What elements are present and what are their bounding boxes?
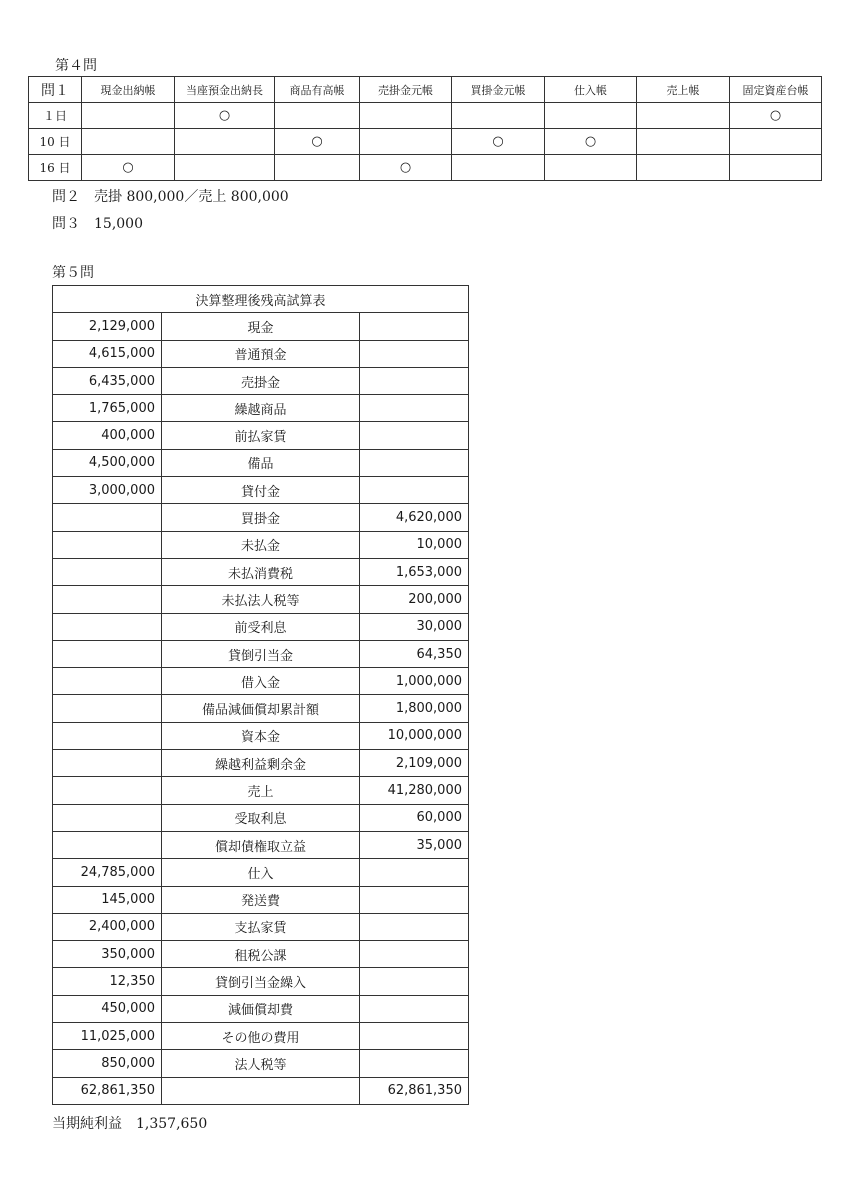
ledger-mark-cell xyxy=(82,103,175,129)
credit-amount: 30,000 xyxy=(360,613,469,640)
account-name: 繰越利益剰余金 xyxy=(162,750,360,777)
trial-balance-row xyxy=(53,831,469,858)
account-name: 資本金 xyxy=(162,722,360,749)
trial-balance-row xyxy=(53,750,469,777)
debit-amount xyxy=(53,668,162,695)
ledger-mark-cell xyxy=(82,129,175,155)
debit-amount: 3,000,000 xyxy=(53,477,162,504)
credit-amount xyxy=(360,995,469,1022)
debit-amount xyxy=(53,504,162,531)
ledger-mark-cell xyxy=(175,129,275,155)
trial-balance-row xyxy=(53,477,469,504)
trial-balance-row xyxy=(53,1050,469,1077)
credit-amount xyxy=(360,340,469,367)
account-name: 売掛金 xyxy=(162,367,360,394)
account-name: 未払法人税等 xyxy=(162,586,360,613)
trial-balance-row xyxy=(53,1077,469,1104)
credit-amount: 64,350 xyxy=(360,640,469,667)
ledger-row-date: 10 日 xyxy=(29,129,82,155)
trial-balance-row xyxy=(53,913,469,940)
ledger-row-date: 16 日 xyxy=(29,155,82,181)
credit-amount: 35,000 xyxy=(360,831,469,858)
account-name: 仕入 xyxy=(162,859,360,886)
credit-amount xyxy=(360,886,469,913)
account-name: 借入金 xyxy=(162,668,360,695)
account-name: 受取利息 xyxy=(162,804,360,831)
debit-amount: 24,785,000 xyxy=(53,859,162,886)
trial-balance-title: 決算整理後残高試算表 xyxy=(53,286,469,313)
debit-amount xyxy=(53,613,162,640)
ledger-column-header: 売掛金元帳 xyxy=(360,77,452,103)
debit-amount xyxy=(53,831,162,858)
ledger-mark-cell xyxy=(452,155,545,181)
account-name: その他の費用 xyxy=(162,1023,360,1050)
credit-amount xyxy=(360,395,469,422)
question-5-heading: 第５問 xyxy=(52,265,94,281)
ledger-mark-cell xyxy=(452,103,545,129)
debit-amount xyxy=(53,586,162,613)
ledger-mark-cell xyxy=(637,103,730,129)
ledger-column-header: 買掛金元帳 xyxy=(452,77,545,103)
account-name: 未払金 xyxy=(162,531,360,558)
trial-balance-row xyxy=(53,395,469,422)
ledger-header-row xyxy=(29,77,822,103)
account-name: 租税公課 xyxy=(162,941,360,968)
debit-amount: 62,861,350 xyxy=(53,1077,162,1104)
account-name: 貸倒引当金 xyxy=(162,640,360,667)
account-name: 貸付金 xyxy=(162,477,360,504)
account-name xyxy=(162,1077,360,1104)
debit-amount: 11,025,000 xyxy=(53,1023,162,1050)
trial-balance-row xyxy=(53,449,469,476)
net-income-value: 1,357,650 xyxy=(136,1116,208,1132)
ledger-column-header: 仕入帳 xyxy=(545,77,637,103)
trial-balance-row xyxy=(53,640,469,667)
account-name: 法人税等 xyxy=(162,1050,360,1077)
ledger-selection-table xyxy=(28,76,822,181)
account-name: 前受利息 xyxy=(162,613,360,640)
account-name: 発送費 xyxy=(162,886,360,913)
question-3-label: 問３ xyxy=(52,216,80,232)
account-name: 貸倒引当金繰入 xyxy=(162,968,360,995)
trial-balance-row xyxy=(53,968,469,995)
trial-balance-row xyxy=(53,668,469,695)
credit-amount: 200,000 xyxy=(360,586,469,613)
credit-amount xyxy=(360,1050,469,1077)
credit-amount xyxy=(360,449,469,476)
trial-balance-row xyxy=(53,367,469,394)
ledger-mark-cell xyxy=(275,155,360,181)
trial-balance-row xyxy=(53,558,469,585)
account-name: 前払家賃 xyxy=(162,422,360,449)
debit-amount xyxy=(53,695,162,722)
ledger-mark-cell xyxy=(545,155,637,181)
ledger-mark-cell xyxy=(730,155,822,181)
credit-amount xyxy=(360,422,469,449)
debit-amount xyxy=(53,804,162,831)
trial-balance-row xyxy=(53,695,469,722)
credit-amount: 60,000 xyxy=(360,804,469,831)
debit-amount: 2,129,000 xyxy=(53,313,162,340)
debit-amount xyxy=(53,722,162,749)
question-2-label: 問２ xyxy=(52,189,80,205)
credit-amount: 1,800,000 xyxy=(360,695,469,722)
credit-amount: 2,109,000 xyxy=(360,750,469,777)
credit-amount xyxy=(360,968,469,995)
ledger-mark-cell xyxy=(275,103,360,129)
credit-amount xyxy=(360,477,469,504)
ledger-mark-cell xyxy=(360,129,452,155)
debit-amount: 6,435,000 xyxy=(53,367,162,394)
trial-balance-row xyxy=(53,340,469,367)
credit-amount: 4,620,000 xyxy=(360,504,469,531)
ledger-mark-cell: ○ xyxy=(730,103,822,129)
trial-balance-row xyxy=(53,613,469,640)
question-4-heading: 第４問 xyxy=(55,58,97,74)
ledger-column-header: 売上帳 xyxy=(637,77,730,103)
trial-balance-row xyxy=(53,313,469,340)
trial-balance-row xyxy=(53,941,469,968)
ledger-row xyxy=(29,155,822,181)
ledger-column-header: 商品有高帳 xyxy=(275,77,360,103)
ledger-row-date: １日 xyxy=(29,103,82,129)
account-name: 未払消費税 xyxy=(162,558,360,585)
credit-amount xyxy=(360,367,469,394)
ledger-mark-cell xyxy=(360,103,452,129)
trial-balance-row xyxy=(53,422,469,449)
debit-amount: 350,000 xyxy=(53,941,162,968)
debit-amount xyxy=(53,777,162,804)
trial-balance-row xyxy=(53,531,469,558)
debit-amount xyxy=(53,558,162,585)
trial-balance-row xyxy=(53,586,469,613)
debit-amount: 450,000 xyxy=(53,995,162,1022)
account-name: 減価償却費 xyxy=(162,995,360,1022)
ledger-mark-cell xyxy=(637,129,730,155)
debit-amount: 400,000 xyxy=(53,422,162,449)
credit-amount: 1,653,000 xyxy=(360,558,469,585)
ledger-mark-cell xyxy=(730,129,822,155)
ledger-column-header: 固定資産台帳 xyxy=(730,77,822,103)
question-1-label: 問１ xyxy=(29,77,82,103)
credit-amount xyxy=(360,859,469,886)
trial-balance-row xyxy=(53,995,469,1022)
ledger-mark-cell: ○ xyxy=(545,129,637,155)
account-name: 普通預金 xyxy=(162,340,360,367)
debit-amount: 4,615,000 xyxy=(53,340,162,367)
debit-amount: 850,000 xyxy=(53,1050,162,1077)
credit-amount: 10,000,000 xyxy=(360,722,469,749)
credit-amount: 10,000 xyxy=(360,531,469,558)
ledger-mark-cell: ○ xyxy=(82,155,175,181)
trial-balance-row xyxy=(53,722,469,749)
ledger-mark-cell xyxy=(545,103,637,129)
trial-balance-row xyxy=(53,886,469,913)
credit-amount xyxy=(360,313,469,340)
ledger-row xyxy=(29,103,822,129)
credit-amount: 41,280,000 xyxy=(360,777,469,804)
debit-amount: 4,500,000 xyxy=(53,449,162,476)
question-2-answer xyxy=(52,186,289,206)
credit-amount: 62,861,350 xyxy=(360,1077,469,1104)
debit-amount: 2,400,000 xyxy=(53,913,162,940)
question-3-answer xyxy=(52,213,143,233)
credit-amount xyxy=(360,941,469,968)
ledger-mark-cell: ○ xyxy=(275,129,360,155)
question-3-text: 15,000 xyxy=(94,216,143,232)
trial-balance-row xyxy=(53,777,469,804)
ledger-row xyxy=(29,129,822,155)
account-name: 備品 xyxy=(162,449,360,476)
credit-amount xyxy=(360,913,469,940)
account-name: 備品減価償却累計額 xyxy=(162,695,360,722)
ledger-mark-cell xyxy=(175,155,275,181)
account-name: 繰越商品 xyxy=(162,395,360,422)
trial-balance-row xyxy=(53,804,469,831)
net-income-label: 当期純利益 xyxy=(52,1116,122,1132)
ledger-mark-cell: ○ xyxy=(360,155,452,181)
trial-balance-row xyxy=(53,504,469,531)
trial-balance-row xyxy=(53,859,469,886)
account-name: 償却債権取立益 xyxy=(162,831,360,858)
ledger-mark-cell: ○ xyxy=(175,103,275,129)
debit-amount: 145,000 xyxy=(53,886,162,913)
net-income-line xyxy=(52,1113,207,1133)
account-name: 現金 xyxy=(162,313,360,340)
trial-balance-row xyxy=(53,1023,469,1050)
credit-amount: 1,000,000 xyxy=(360,668,469,695)
ledger-mark-cell: ○ xyxy=(452,129,545,155)
debit-amount: 1,765,000 xyxy=(53,395,162,422)
account-name: 買掛金 xyxy=(162,504,360,531)
ledger-column-header: 当座預金出納長 xyxy=(175,77,275,103)
ledger-mark-cell xyxy=(637,155,730,181)
debit-amount xyxy=(53,750,162,777)
trial-balance-table xyxy=(52,285,469,1105)
ledger-column-header: 現金出納帳 xyxy=(82,77,175,103)
debit-amount xyxy=(53,531,162,558)
account-name: 売上 xyxy=(162,777,360,804)
debit-amount xyxy=(53,640,162,667)
question-2-text: 売掛 800,000／売上 800,000 xyxy=(94,189,289,205)
account-name: 支払家賃 xyxy=(162,913,360,940)
credit-amount xyxy=(360,1023,469,1050)
debit-amount: 12,350 xyxy=(53,968,162,995)
